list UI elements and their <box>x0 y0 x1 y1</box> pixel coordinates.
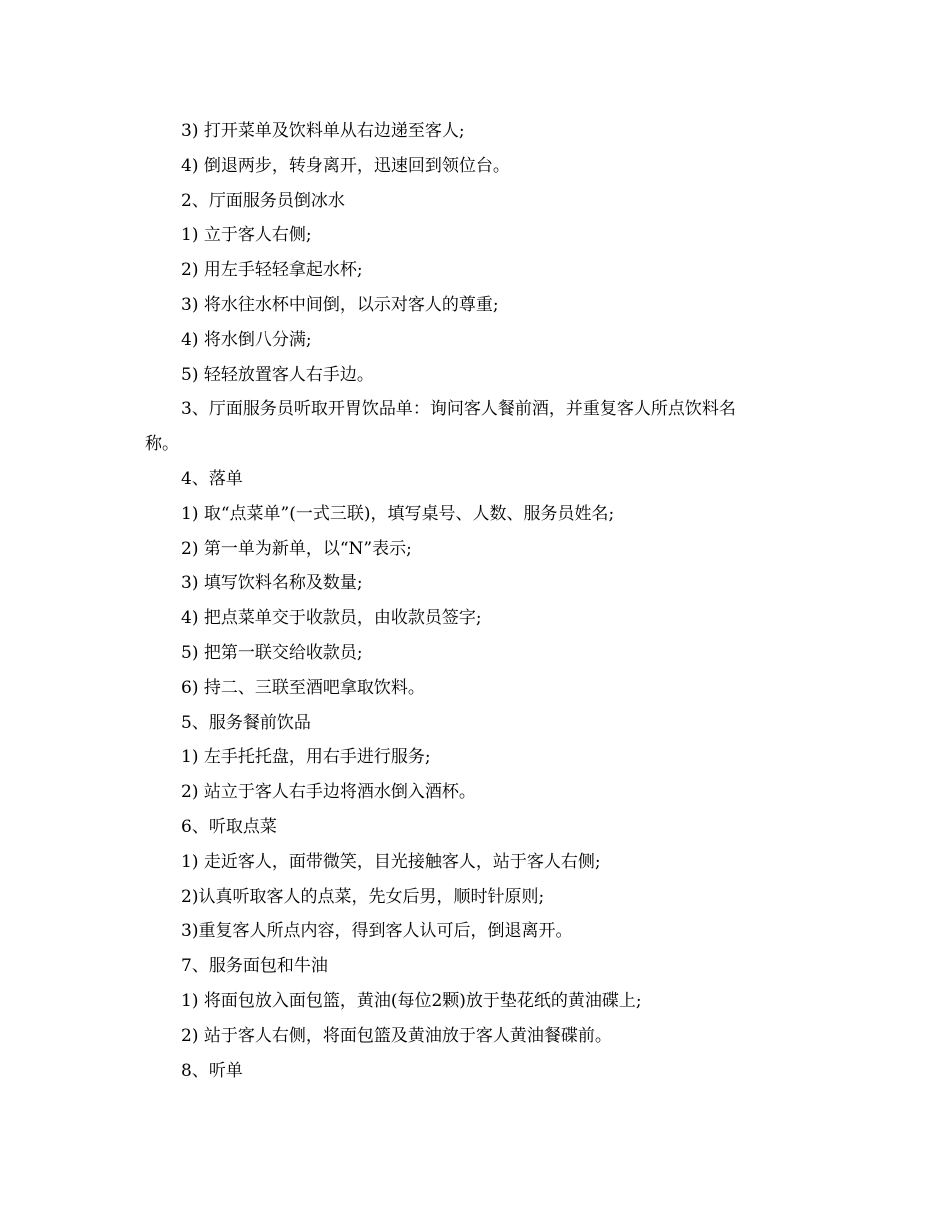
text-line: 1) 走近客人，面带微笑，目光接触客人，站于客人右侧; <box>181 851 601 872</box>
section-heading: 2、厅面服务员倒冰水 <box>181 190 345 211</box>
text-line: 3)重复客人所点内容，得到客人认可后，倒退离开。 <box>181 921 573 942</box>
text-line: 1) 立于客人右侧; <box>181 225 312 246</box>
text-line: 5) 轻轻放置客人右手边。 <box>181 364 374 385</box>
text-line: 3) 填写饮料名称及数量; <box>181 573 363 594</box>
text-line: 3) 将水往水杯中间倒，以示对客人的尊重; <box>181 294 499 315</box>
text-line: 2) 站立于客人右手边将酒水倒入酒杯。 <box>181 782 476 803</box>
text-line: 1) 将面包放入面包篮，黄油(每位2颗)放于垫花纸的黄油碟上; <box>181 990 642 1011</box>
text-line: 2) 站于客人右侧，将面包篮及黄油放于客人黄油餐碟前。 <box>181 1025 612 1046</box>
text-line: 1) 左手托托盘，用右手进行服务; <box>181 747 431 768</box>
section-heading: 5、服务餐前饮品 <box>181 712 311 733</box>
text-line: 3) 打开菜单及饮料单从右边递至客人; <box>181 121 465 141</box>
text-line: 2) 第一单为新单，以“N”表示; <box>181 538 412 559</box>
text-line: 6) 持二、三联至酒吧拿取饮料。 <box>181 677 425 698</box>
section-heading: 7、服务面包和牛油 <box>181 956 328 977</box>
text-line: 5) 把第一联交给收款员; <box>181 642 363 663</box>
document-body <box>145 114 805 1088</box>
section-heading: 6、听取点菜 <box>181 816 277 837</box>
text-line: 1) 取“点菜单”(一式三联)，填写桌号、人数、服务员姓名; <box>181 503 615 524</box>
text-line: 4) 把点菜单交于收款员，由收款员签字; <box>181 608 482 629</box>
section-heading: 3、厅面服务员听取开胃饮品单：询问客人餐前酒，并重复客人所点饮料名 <box>181 399 736 420</box>
text-line: 4) 倒退两步，转身离开，迅速回到领位台。 <box>181 155 510 176</box>
text-line-continuation: 称。 <box>145 434 179 455</box>
section-heading: 4、落单 <box>181 468 243 489</box>
text-line: 2) 用左手轻轻拿起水杯; <box>181 260 363 281</box>
text-line: 4) 将水倒八分满; <box>181 329 312 350</box>
section-heading: 8、听单 <box>181 1060 243 1081</box>
text-line: 2)认真听取客人的点菜，先女后男，顺时针原则; <box>181 886 545 907</box>
